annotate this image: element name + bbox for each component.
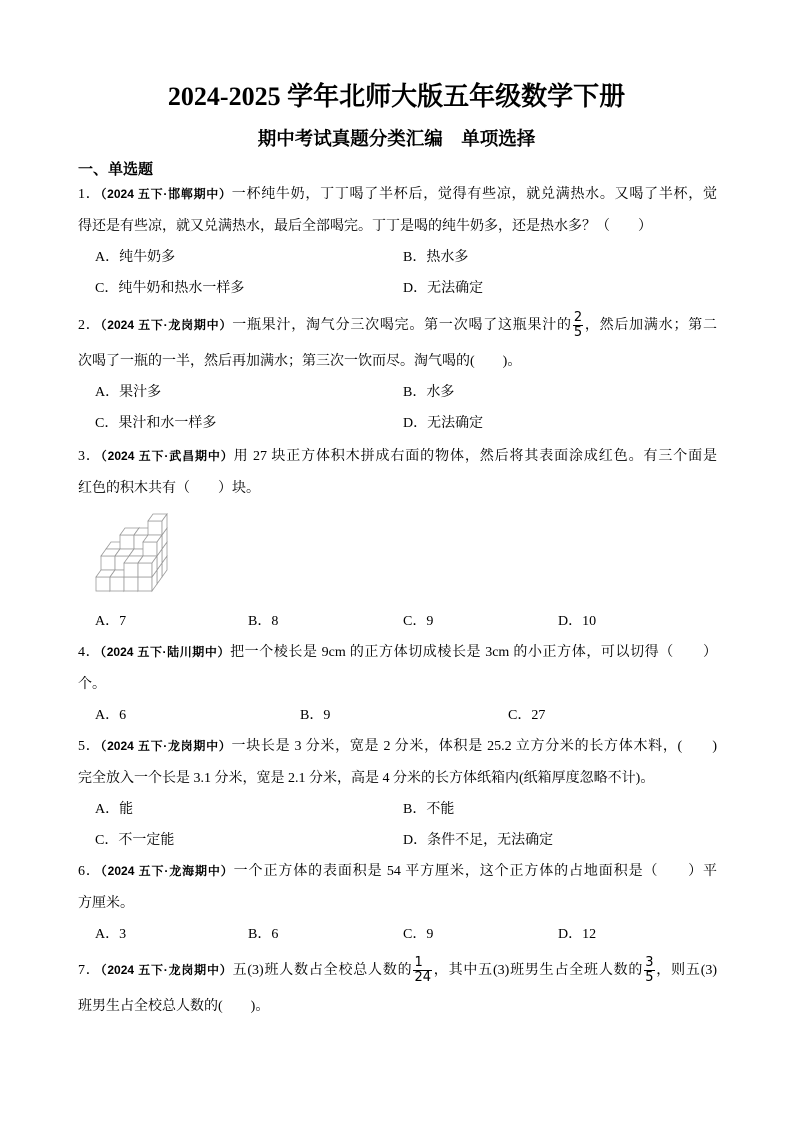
option-c (403, 606, 558, 637)
option-letter: A． (95, 707, 120, 723)
option-letter: D． (558, 614, 583, 630)
question-number: 1． (78, 187, 101, 203)
fraction (573, 311, 583, 340)
option-text: 9 (426, 926, 434, 942)
option-d (403, 273, 717, 304)
option-letter: D． (403, 281, 428, 297)
option-b (300, 700, 508, 731)
question-text: 一瓶果汁，淘气分三次喝完。第一次喝了这瓶果汁的 (232, 317, 572, 333)
cube-front-face (110, 577, 124, 591)
option-text: 8 (271, 614, 279, 630)
option-letter: C． (403, 614, 427, 630)
option-b (403, 242, 717, 273)
option-text: 水多 (426, 384, 455, 400)
question-number: 4． (78, 645, 101, 661)
question-6 (78, 856, 717, 950)
question-2-line-2: 次喝了一瓶的一半，然后再加满水；第三次一饮而尽。淘气喝的( )。 (78, 353, 522, 369)
option-letter: A． (95, 249, 120, 265)
option-d (403, 408, 717, 439)
cube-front-face (96, 577, 110, 591)
question-5 (78, 731, 717, 856)
question-number: 5． (78, 739, 101, 755)
option-text: 6 (271, 926, 279, 942)
option-c (95, 273, 403, 304)
question-number: 2． (78, 317, 101, 333)
question-number: 3． (78, 449, 101, 465)
option-text: 果汁多 (119, 384, 162, 400)
question-2 (78, 305, 717, 440)
question-6-line-1 (78, 856, 717, 887)
option-text: 果汁和水一样多 (118, 416, 217, 432)
question-5-line-1 (78, 731, 717, 762)
option-d (558, 919, 717, 950)
cube-front-face (124, 563, 138, 577)
option-letter: B． (403, 801, 427, 817)
option-d (403, 825, 717, 856)
question-source: （2024 五下·邯郸期中） (100, 187, 232, 202)
question-text: ，其中五(3)班男生占全班人数的 (432, 962, 644, 978)
question-source: （2024 五下·陆川期中） (100, 645, 231, 660)
fraction-numerator: 2 (573, 309, 583, 325)
question-3-options (78, 606, 717, 637)
option-letter: C． (95, 281, 119, 297)
option-d (558, 606, 717, 637)
cube-figure (95, 513, 169, 593)
option-text: 纯牛奶多 (119, 249, 176, 265)
option-letter: A． (95, 801, 120, 817)
option-text: 6 (119, 707, 127, 723)
question-source: （2024 五下·龙海期中） (100, 864, 234, 879)
option-letter: C． (508, 707, 532, 723)
fraction (644, 956, 654, 985)
option-text: 无法确定 (427, 281, 484, 297)
question-1-options (78, 242, 717, 305)
cube (143, 535, 162, 556)
section-heading: 一、单选题 (78, 161, 154, 178)
question-6-line-2: 方厘米。 (78, 895, 134, 911)
cube (138, 556, 157, 577)
question-1-line-2: 得还是有些凉，就又兑满热水，最后全部喝完。丁丁是喝的纯牛奶多，还是热水多？（ ） (78, 218, 652, 234)
question-3-figure (78, 504, 717, 606)
fraction-denominator: 24 (414, 969, 431, 985)
cube-front-face (138, 563, 152, 577)
option-text: 能 (119, 801, 134, 817)
question-4-options (78, 700, 717, 731)
cube-front-face (101, 556, 115, 570)
option-c (403, 919, 558, 950)
question-text: ，则五(3) (655, 962, 718, 978)
question-3-line-1 (78, 441, 717, 472)
option-a (95, 377, 403, 408)
question-text: 一杯纯牛奶，丁丁喝了半杯后，觉得有些凉，就兑满热水。又喝了半杯，觉 (231, 187, 717, 203)
option-text: 27 (531, 707, 546, 723)
option-text: 9 (426, 614, 434, 630)
question-2-options (78, 377, 717, 440)
page-title: 2024-2025 学年北师大版五年级数学下册 (167, 82, 626, 111)
option-letter: A． (95, 384, 120, 400)
fraction-numerator: 1 (413, 956, 432, 971)
option-letter: B． (403, 384, 427, 400)
question-number: 7． (78, 962, 101, 978)
question-source: （2024 五下·武昌期中） (100, 449, 234, 464)
option-a (95, 700, 300, 731)
question-number: 6． (78, 864, 101, 880)
option-a (95, 242, 403, 273)
question-2-line-1 (78, 305, 717, 346)
option-letter: C． (403, 926, 427, 942)
question-7 (78, 950, 717, 1022)
question-source: （2024 五下·龙岗期中） (100, 317, 233, 332)
option-text: 7 (119, 614, 127, 630)
option-letter: B． (403, 249, 427, 265)
question-7-line-2: 班男生占全校总人数的( )。 (78, 998, 270, 1014)
option-c (95, 408, 403, 439)
question-4 (78, 637, 717, 731)
option-b (248, 606, 403, 637)
cube (148, 514, 167, 535)
option-letter: C． (95, 416, 119, 432)
fraction-numerator: 3 (645, 954, 654, 970)
question-5-options (78, 794, 717, 857)
question-text: ，然后加满水；第二 (584, 317, 717, 333)
question-5-line-2: 完全放入一个长是 3.1 分米，宽是 2.1 分米，高是 4 分米的长方体纸箱内(纸箱厚度忽略不计)。 (78, 770, 655, 786)
fraction (413, 956, 432, 985)
question-text: 一个正方体的表面积是 54 平方厘米，这个正方体的占地面积是（ ）平 (233, 864, 718, 880)
option-text: 不一定能 (118, 833, 175, 849)
question-6-options (78, 919, 717, 950)
question-text: 一块长是 3 分米，宽是 2 分米，体积是 25.2 立方分米的长方体木料，( ) (231, 739, 718, 755)
question-4-line-2: 个。 (78, 676, 106, 692)
question-4-line-1 (78, 637, 717, 668)
option-letter: B． (248, 926, 272, 942)
question-source: （2024 五下·龙岗期中） (100, 962, 233, 977)
question-3 (78, 441, 717, 637)
page-subtitle: 期中考试真题分类汇编 单项选择 (257, 128, 536, 149)
option-letter: D． (403, 416, 428, 432)
question-1 (78, 179, 717, 304)
option-b (248, 919, 403, 950)
cube-front-face (120, 535, 134, 549)
option-text: 10 (582, 614, 597, 630)
question-7-line-1 (78, 950, 717, 991)
option-letter: A． (95, 926, 120, 942)
option-text: 12 (582, 926, 597, 942)
question-3-line-2: 红色的积木共有（ ）块。 (78, 480, 260, 496)
option-text: 热水多 (426, 249, 469, 265)
cube-front-face (148, 521, 162, 535)
option-text: 3 (119, 926, 127, 942)
option-text: 条件不足，无法确定 (427, 833, 554, 849)
question-source: （2024 五下·龙岗期中） (100, 739, 232, 754)
option-letter: B． (248, 614, 272, 630)
cube-front-face (138, 577, 152, 591)
option-c (508, 700, 717, 731)
fraction-denominator: 5 (573, 324, 583, 340)
option-letter: A． (95, 614, 120, 630)
option-letter: D． (558, 926, 583, 942)
option-text: 无法确定 (427, 416, 484, 432)
option-b (403, 377, 717, 408)
cube-front-face (124, 577, 138, 591)
fraction-denominator: 5 (645, 969, 654, 985)
option-letter: B． (300, 707, 324, 723)
option-text: 纯牛奶和热水一样多 (118, 281, 245, 297)
option-text: 9 (323, 707, 331, 723)
option-b (403, 794, 717, 825)
question-text: 五(3)班人数占全校总人数的 (232, 962, 413, 978)
option-a (95, 606, 248, 637)
question-text: 用 27 块正方体积木拼成右面的物体，然后将其表面涂成红色。有三个面是 (233, 449, 718, 465)
option-text: 不能 (426, 801, 455, 817)
question-1-line-1 (78, 179, 717, 210)
option-a (95, 794, 403, 825)
option-c (95, 825, 403, 856)
option-a (95, 919, 248, 950)
question-text: 把一个棱长是 9cm 的正方体切成棱长是 3cm 的小正方体，可以切得（ ） (230, 645, 717, 661)
option-letter: C． (95, 833, 119, 849)
option-letter: D． (403, 833, 428, 849)
cube-front-face (143, 542, 157, 556)
